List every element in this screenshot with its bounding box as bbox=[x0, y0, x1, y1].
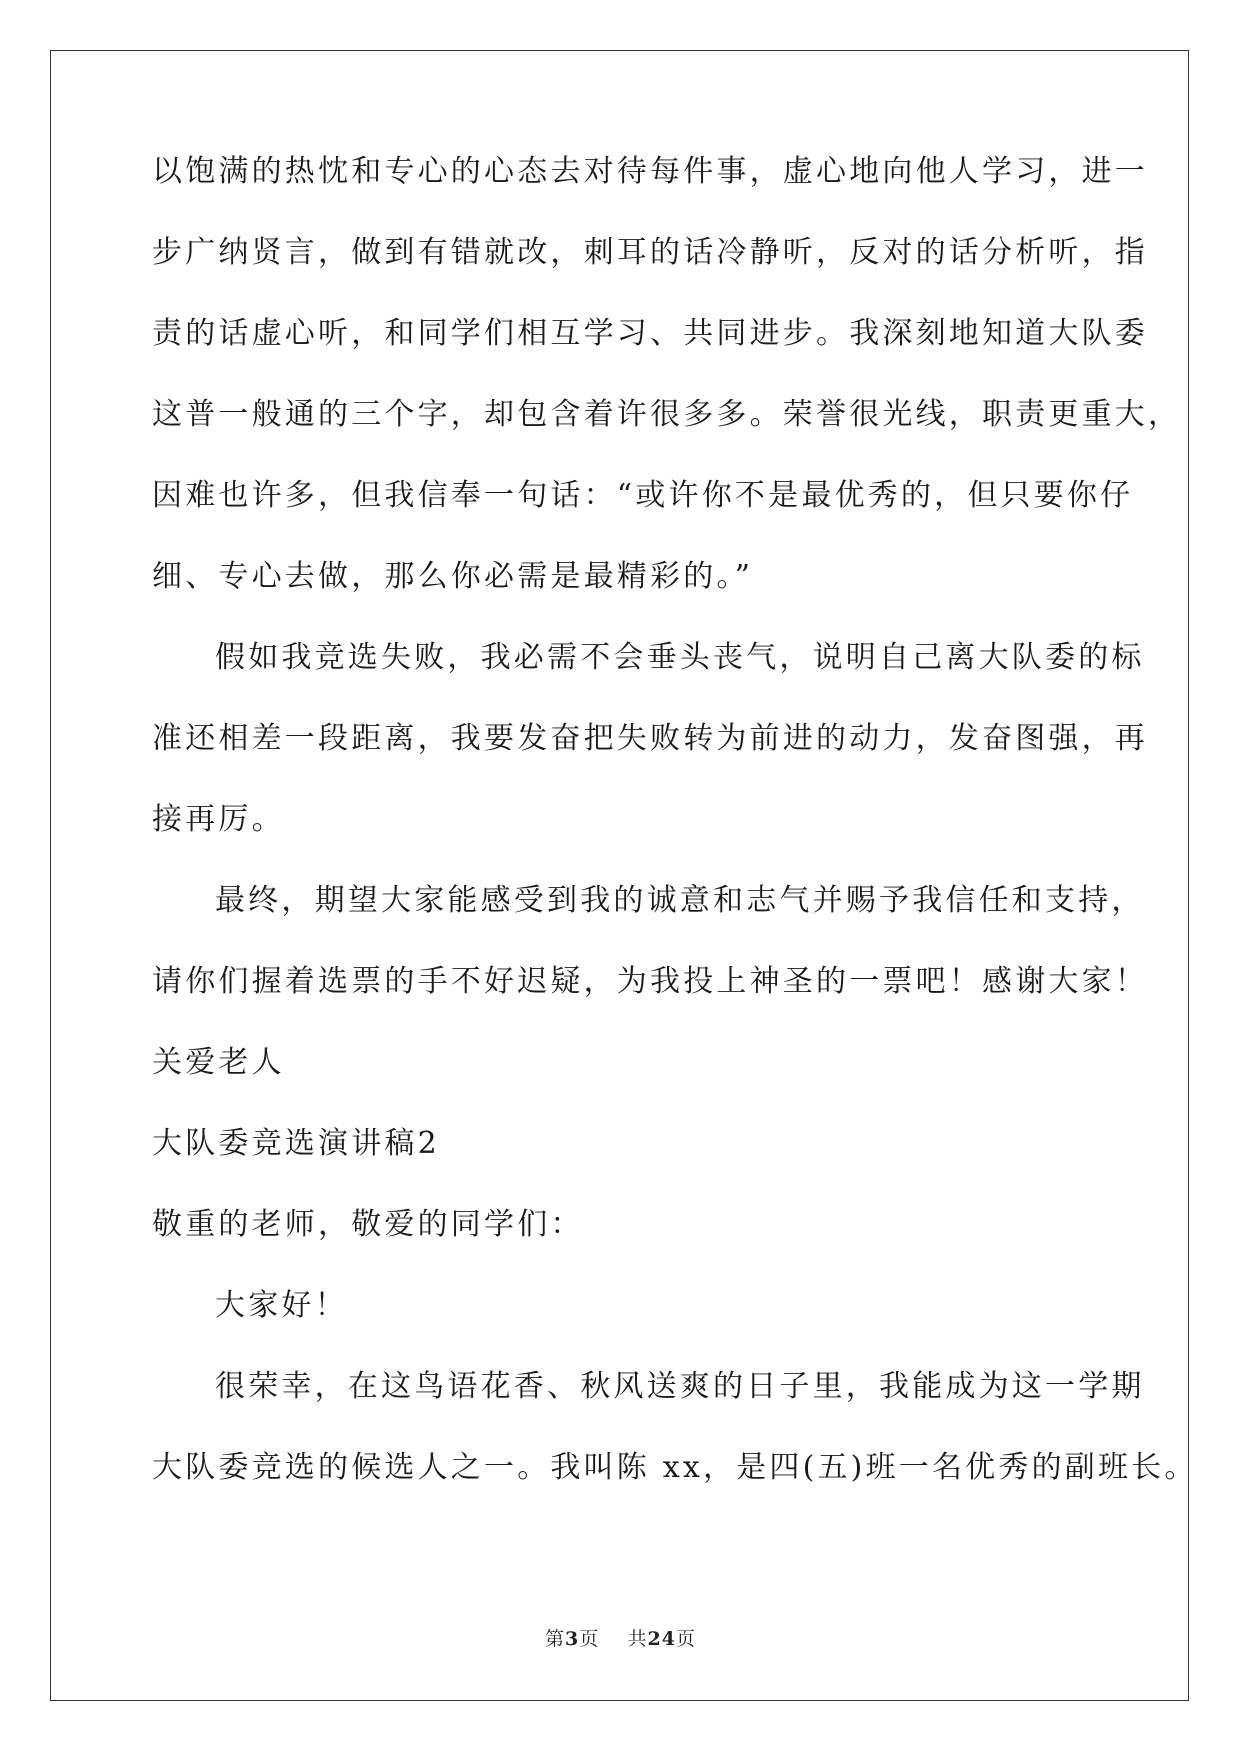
body-line: 这普一般通的三个字，却包含着许很多多。荣誉很光线，职责更重大， bbox=[152, 397, 1182, 432]
document-body bbox=[152, 154, 1198, 1532]
body-line: 大队委竞选的候选人之一。我叫陈 xx，是四(五)班一名优秀的副班长。 bbox=[152, 1450, 1198, 1485]
salutation: 敬重的老师，敬爱的同学们： bbox=[152, 1207, 584, 1242]
paragraph-start: 最终，期望大家能感受到我的诚意和志气并赐予我信任和支持， bbox=[215, 883, 1145, 918]
body-line: 责的话虚心听，和同学们相互学习、共同进步。我深刻地知道大队委 bbox=[152, 316, 1148, 351]
body-line: 细、专心去做，那么你必需是最精彩的。” bbox=[152, 559, 754, 594]
body-line: 准还相差一段距离，我要发奋把失败转为前进的动力，发奋图强，再 bbox=[152, 721, 1148, 756]
body-line: 接再厉。 bbox=[152, 802, 285, 837]
body-line: 步广纳贤言，做到有错就改，刺耳的话冷静听，反对的话分析听，指 bbox=[152, 235, 1148, 270]
current-page-number: 3 bbox=[565, 1628, 580, 1650]
paragraph-start: 假如我竞选失败，我必需不会垂头丧气，说明自己离大队委的标 bbox=[215, 640, 1145, 675]
body-line: 因难也许多，但我信奉一句话：“或许你不是最优秀的，但只要你仔 bbox=[152, 478, 1134, 513]
total-page-count: 24 bbox=[647, 1628, 676, 1650]
footer-total-prefix: 共 bbox=[627, 1628, 648, 1650]
paragraph-start: 很荣幸，在这鸟语花香、秋风送爽的日子里，我能成为这一学期 bbox=[215, 1369, 1145, 1404]
footer-total-suffix: 页 bbox=[675, 1628, 696, 1650]
greeting: 大家好！ bbox=[215, 1288, 348, 1323]
body-line: 请你们握着选票的手不好迟疑，为我投上神圣的一票吧！感谢大家！ bbox=[152, 964, 1148, 999]
page-footer bbox=[0, 1624, 1241, 1651]
body-line: 以饱满的热忱和专心的心态去对待每件事，虚心地向他人学习，进一 bbox=[152, 154, 1148, 189]
section-label: 关爱老人 bbox=[152, 1045, 285, 1080]
footer-page-suffix: 页 bbox=[579, 1628, 600, 1650]
footer-prefix: 第 bbox=[545, 1628, 566, 1650]
section-title: 大队委竞选演讲稿2 bbox=[152, 1126, 440, 1161]
